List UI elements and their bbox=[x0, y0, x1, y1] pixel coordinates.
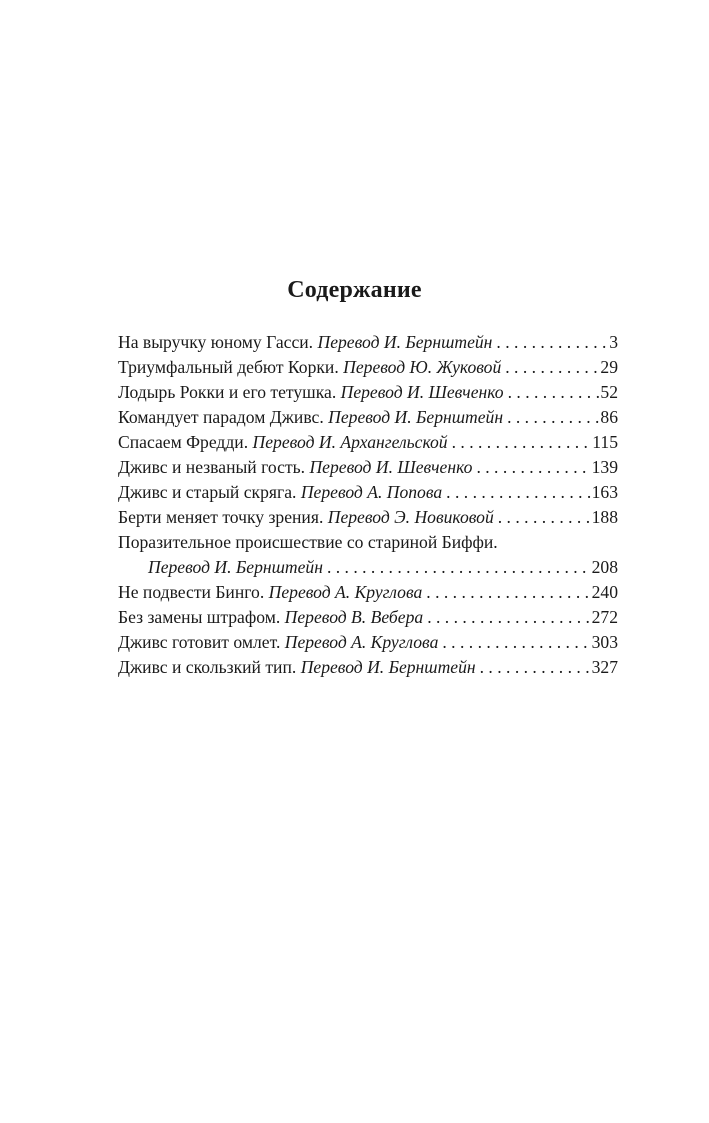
translator-credit: Перевод И. Архангельской bbox=[252, 432, 448, 452]
translator-credit: Перевод Э. Новиковой bbox=[327, 507, 494, 527]
page-number: 52 bbox=[600, 382, 618, 402]
story-title: Не подвести Бинго. bbox=[118, 582, 265, 602]
translator-credit: Перевод И. Бернштейн bbox=[300, 657, 476, 677]
toc-entry bbox=[118, 330, 618, 355]
toc-entry bbox=[118, 380, 618, 405]
translator-credit: Перевод И. Бернштейн bbox=[317, 332, 493, 352]
story-title: Лодырь Рокки и его тетушка. bbox=[118, 382, 337, 402]
story-title: Дживс и старый скряга. bbox=[118, 482, 297, 502]
toc-entry bbox=[118, 580, 618, 605]
dot-leader bbox=[323, 555, 592, 580]
page-number: 272 bbox=[591, 607, 618, 627]
dot-leader bbox=[442, 480, 591, 505]
toc-entry bbox=[118, 405, 618, 430]
toc-entry-title-line bbox=[118, 530, 618, 555]
story-title: Дживс готовит омлет. bbox=[118, 632, 281, 652]
page-number: 3 bbox=[609, 332, 618, 352]
translator-credit: Перевод А. Круглова bbox=[284, 632, 439, 652]
page-number: 208 bbox=[591, 557, 618, 577]
story-title: Без замены штрафом. bbox=[118, 607, 281, 627]
dot-leader bbox=[476, 655, 592, 680]
story-title: Спасаем Фредди. bbox=[118, 432, 249, 452]
story-title: Берти меняет точку зрения. bbox=[118, 507, 324, 527]
toc-entry-continuation bbox=[118, 555, 618, 580]
story-title: Поразительное происшествие со стариной Биффи. bbox=[118, 532, 498, 552]
translator-credit: Перевод Ю. Жуковой bbox=[343, 357, 502, 377]
toc-entry bbox=[118, 455, 618, 480]
toc-entry bbox=[118, 480, 618, 505]
toc-entry bbox=[118, 630, 618, 655]
dot-leader bbox=[423, 605, 591, 630]
translator-credit: Перевод И. Бернштейн bbox=[328, 407, 504, 427]
page-title: Содержание bbox=[287, 277, 422, 303]
page-number: 303 bbox=[591, 632, 618, 652]
translator-credit: Перевод И. Бернштейн bbox=[148, 557, 323, 577]
page-number: 188 bbox=[591, 507, 618, 527]
table-of-contents bbox=[118, 330, 618, 680]
page-number: 139 bbox=[591, 457, 618, 477]
toc-entry bbox=[118, 605, 618, 630]
translator-credit: Перевод В. Вебера bbox=[284, 607, 424, 627]
dot-leader bbox=[448, 430, 593, 455]
toc-entry bbox=[118, 430, 618, 455]
toc-entry bbox=[118, 355, 618, 380]
translator-credit: Перевод И. Шевченко bbox=[340, 382, 504, 402]
toc-entry bbox=[118, 505, 618, 530]
dot-leader bbox=[492, 330, 609, 355]
story-title: Командует парадом Дживс. bbox=[118, 407, 324, 427]
story-title: Дживс и незваный гость. bbox=[118, 457, 306, 477]
dot-leader bbox=[501, 355, 600, 380]
dot-leader bbox=[494, 505, 592, 530]
translator-credit: Перевод И. Шевченко bbox=[309, 457, 473, 477]
story-title: Триумфальный дебют Корки. bbox=[118, 357, 339, 377]
toc-entry bbox=[118, 655, 618, 680]
translator-credit: Перевод А. Попова bbox=[300, 482, 443, 502]
story-title: На выручку юному Гасси. bbox=[118, 332, 314, 352]
story-title: Дживс и скользкий тип. bbox=[118, 657, 297, 677]
page-number: 29 bbox=[600, 357, 618, 377]
dot-leader bbox=[504, 380, 601, 405]
dot-leader bbox=[438, 630, 591, 655]
dot-leader bbox=[422, 580, 591, 605]
dot-leader bbox=[503, 405, 600, 430]
translator-credit: Перевод А. Круглова bbox=[268, 582, 423, 602]
page-number: 163 bbox=[591, 482, 618, 502]
page-number: 327 bbox=[591, 657, 618, 677]
page-number: 240 bbox=[591, 582, 618, 602]
page-number: 115 bbox=[592, 432, 618, 452]
page-number: 86 bbox=[600, 407, 618, 427]
dot-leader bbox=[472, 455, 591, 480]
